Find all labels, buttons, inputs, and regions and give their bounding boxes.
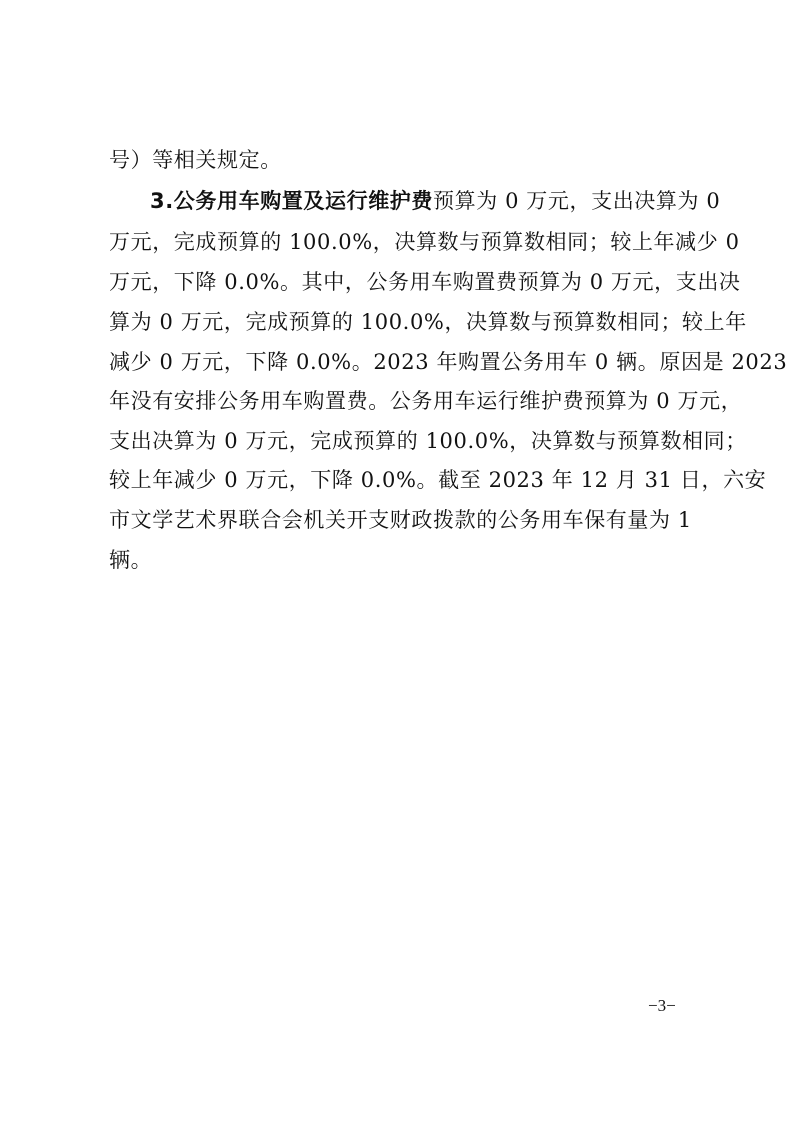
paragraph-line-3: 万元，完成预算的 100.0%，决算数与预算数相同；较上年减少 0: [109, 230, 740, 254]
paragraph-line-2: [150, 189, 721, 213]
paragraph-line-9: 较上年减少 0 万元，下降 0.0%。截至 2023 年 12 月 31 日，六安: [109, 468, 767, 492]
page-number: −3−: [648, 996, 676, 1015]
paragraph-line-8: 支出决算为 0 万元，完成预算的 100.0%，决算数与预算数相同；: [109, 429, 747, 453]
paragraph-line-7: 年没有安排公务用车购置费。公务用车运行维护费预算为 0 万元，: [109, 389, 743, 413]
paragraph-line-11: 辆。: [109, 548, 153, 572]
section-heading: 3.公务用车购置及运行维护费: [150, 189, 433, 213]
paragraph-line-10: 市文学艺术界联合会机关开支财政拨款的公务用车保有量为 1: [109, 508, 692, 532]
paragraph-line-6: 减少 0 万元，下降 0.0%。2023 年购置公务用车 0 辆。原因是 2023: [109, 350, 788, 374]
paragraph-line-5: 算为 0 万元，完成预算的 100.0%，决算数与预算数相同；较上年: [109, 310, 747, 334]
section-heading-continuation: 预算为 0 万元，支出决算为 0: [433, 189, 721, 213]
paragraph-line-4: 万元，下降 0.0%。其中，公务用车购置费预算为 0 万元，支出决: [109, 270, 741, 294]
paragraph-line-1: 号）等相关规定。: [109, 148, 282, 172]
